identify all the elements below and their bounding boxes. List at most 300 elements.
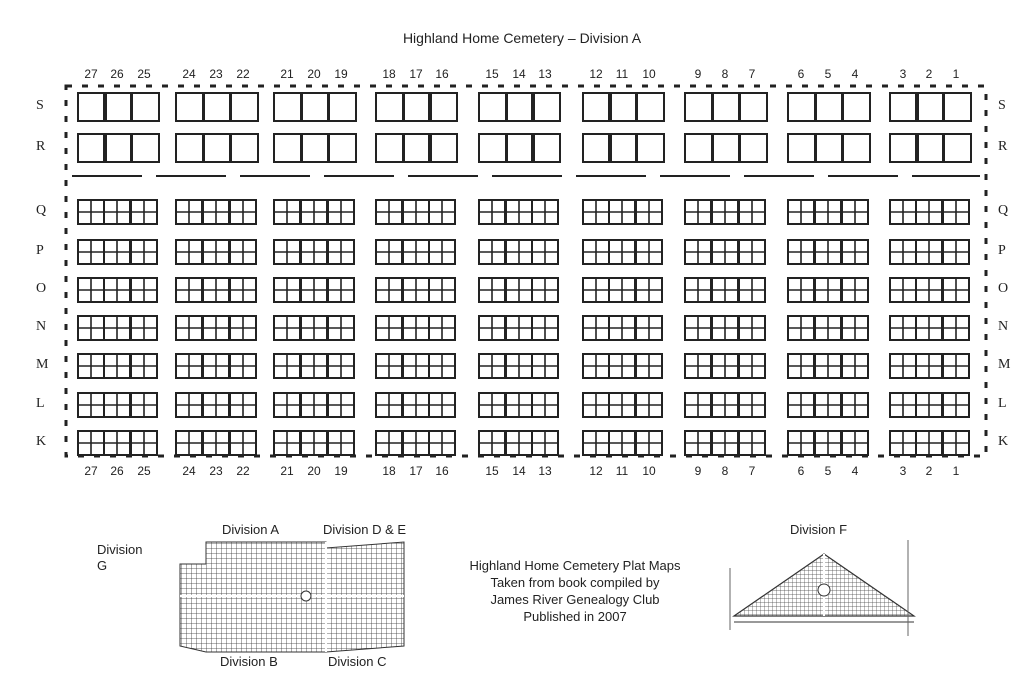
lot-O xyxy=(712,278,738,302)
lot-S xyxy=(815,93,843,121)
lot-S xyxy=(104,93,132,121)
lot-L xyxy=(376,393,402,417)
lot-O xyxy=(916,278,942,302)
lot-Q xyxy=(532,200,558,224)
lot-N xyxy=(131,316,157,340)
lot-K xyxy=(532,431,558,455)
lot-M xyxy=(916,354,942,378)
row-label-right-P: P xyxy=(998,243,1006,258)
lot-S xyxy=(376,93,404,121)
lot-K xyxy=(376,431,402,455)
lot-L xyxy=(403,393,429,417)
lot-L xyxy=(230,393,256,417)
lot-K xyxy=(739,431,765,455)
lot-L xyxy=(685,393,711,417)
column-label-top-27: 27 xyxy=(84,67,98,81)
column-label-top-6: 6 xyxy=(797,67,805,81)
lot-O xyxy=(104,278,130,302)
lot-N xyxy=(301,316,327,340)
lot-S xyxy=(506,93,534,121)
lot-L xyxy=(739,393,765,417)
source-note xyxy=(440,557,710,625)
lot-M xyxy=(429,354,455,378)
column-label-bottom-23: 23 xyxy=(209,464,223,478)
lot-N xyxy=(739,316,765,340)
lot-S xyxy=(403,93,431,121)
lot-Q xyxy=(301,200,327,224)
lot-P xyxy=(788,240,814,264)
note-line-2: Taken from book compiled by xyxy=(490,575,660,590)
lot-K xyxy=(429,431,455,455)
lot-L xyxy=(609,393,635,417)
row-label-left-K: K xyxy=(36,434,47,449)
lot-O xyxy=(636,278,662,302)
lot-R xyxy=(943,134,971,162)
lot-M xyxy=(104,354,130,378)
column-label-bottom-14: 14 xyxy=(512,464,526,478)
lot-N xyxy=(376,316,402,340)
lot-R xyxy=(429,134,457,162)
lot-S xyxy=(788,93,816,121)
lot-Q xyxy=(429,200,455,224)
lot-P xyxy=(78,240,104,264)
column-label-top-8: 8 xyxy=(721,67,729,81)
lot-M xyxy=(328,354,354,378)
column-label-bottom-10: 10 xyxy=(642,464,656,478)
lot-K xyxy=(479,431,505,455)
column-label-top-3: 3 xyxy=(899,67,907,81)
lot-S xyxy=(943,93,971,121)
lot-N xyxy=(479,316,505,340)
lot-P xyxy=(532,240,558,264)
lot-P xyxy=(230,240,256,264)
lot-O xyxy=(230,278,256,302)
lot-R xyxy=(685,134,713,162)
lot-N xyxy=(916,316,942,340)
lot-S xyxy=(203,93,231,121)
lot-R xyxy=(328,134,356,162)
lot-N xyxy=(328,316,354,340)
lot-L xyxy=(788,393,814,417)
lot-L xyxy=(301,393,327,417)
lot-R xyxy=(506,134,534,162)
row-label-left-O: O xyxy=(36,281,47,296)
column-label-top-26: 26 xyxy=(110,67,124,81)
lot-P xyxy=(274,240,300,264)
lot-M xyxy=(788,354,814,378)
column-label-top-24: 24 xyxy=(182,67,196,81)
lot-O xyxy=(815,278,841,302)
lot-M xyxy=(890,354,916,378)
lot-R xyxy=(916,134,944,162)
lot-M xyxy=(131,354,157,378)
lot-N xyxy=(532,316,558,340)
lot-P xyxy=(739,240,765,264)
lot-K xyxy=(788,431,814,455)
lot-O xyxy=(685,278,711,302)
lot-R xyxy=(403,134,431,162)
lot-P xyxy=(104,240,130,264)
lot-R xyxy=(203,134,231,162)
column-label-top-19: 19 xyxy=(334,67,348,81)
lot-S xyxy=(609,93,637,121)
lot-O xyxy=(479,278,505,302)
lot-O xyxy=(890,278,916,302)
lot-K xyxy=(636,431,662,455)
lot-N xyxy=(506,316,532,340)
lot-S xyxy=(739,93,767,121)
lot-M xyxy=(943,354,969,378)
lot-M xyxy=(274,354,300,378)
column-label-bottom-8: 8 xyxy=(721,464,729,478)
lot-O xyxy=(176,278,202,302)
lot-R xyxy=(131,134,159,162)
lot-K xyxy=(176,431,202,455)
lot-P xyxy=(636,240,662,264)
lot-K xyxy=(78,431,104,455)
lot-N xyxy=(104,316,130,340)
column-label-bottom-2: 2 xyxy=(925,464,933,478)
lot-O xyxy=(403,278,429,302)
column-label-top-18: 18 xyxy=(382,67,396,81)
column-label-bottom-21: 21 xyxy=(280,464,294,478)
lot-M xyxy=(479,354,505,378)
lot-R xyxy=(712,134,740,162)
column-label-top-2: 2 xyxy=(925,67,933,81)
lot-O xyxy=(376,278,402,302)
lot-N xyxy=(842,316,868,340)
lot-O xyxy=(583,278,609,302)
division-a-label: Division A xyxy=(222,522,280,537)
lot-L xyxy=(104,393,130,417)
lot-S xyxy=(532,93,560,121)
column-label-bottom-6: 6 xyxy=(797,464,805,478)
lot-M xyxy=(636,354,662,378)
note-line-3: James River Genealogy Club xyxy=(490,592,660,607)
lot-Q xyxy=(479,200,505,224)
lot-R xyxy=(532,134,560,162)
column-label-top-13: 13 xyxy=(538,67,552,81)
lot-P xyxy=(890,240,916,264)
lot-P xyxy=(403,240,429,264)
lot-S xyxy=(301,93,329,121)
lot-Q xyxy=(609,200,635,224)
lot-R xyxy=(842,134,870,162)
lot-Q xyxy=(916,200,942,224)
column-label-top-7: 7 xyxy=(748,67,756,81)
lot-M xyxy=(176,354,202,378)
lot-Q xyxy=(739,200,765,224)
lot-O xyxy=(131,278,157,302)
lot-N xyxy=(815,316,841,340)
division-de-label: Division D & E xyxy=(323,522,407,537)
row-label-right-O: O xyxy=(998,281,1009,296)
lot-Q xyxy=(583,200,609,224)
lot-L xyxy=(532,393,558,417)
row-label-left-L: L xyxy=(36,396,45,411)
lot-Q xyxy=(943,200,969,224)
lot-M xyxy=(230,354,256,378)
lot-S xyxy=(636,93,664,121)
row-label-right-R: R xyxy=(998,139,1008,154)
lot-P xyxy=(203,240,229,264)
column-label-top-17: 17 xyxy=(409,67,423,81)
lot-L xyxy=(943,393,969,417)
column-label-bottom-5: 5 xyxy=(824,464,832,478)
column-label-top-25: 25 xyxy=(137,67,151,81)
row-label-left-Q: Q xyxy=(36,203,47,218)
lot-R xyxy=(176,134,204,162)
row-label-left-N: N xyxy=(36,319,47,334)
column-label-top-14: 14 xyxy=(512,67,526,81)
division-f-label: Division F xyxy=(790,522,848,537)
lot-O xyxy=(274,278,300,302)
lot-L xyxy=(890,393,916,417)
lot-M xyxy=(403,354,429,378)
row-label-left-S: S xyxy=(36,98,44,113)
lot-P xyxy=(685,240,711,264)
column-label-top-15: 15 xyxy=(485,67,499,81)
division-c-label: Division C xyxy=(328,654,387,669)
row-label-left-R: R xyxy=(36,139,46,154)
lot-R xyxy=(583,134,611,162)
lot-R xyxy=(739,134,767,162)
lot-S xyxy=(685,93,713,121)
column-label-bottom-3: 3 xyxy=(899,464,907,478)
row-label-right-Q: Q xyxy=(998,203,1009,218)
lot-O xyxy=(739,278,765,302)
lot-P xyxy=(176,240,202,264)
lot-L xyxy=(131,393,157,417)
division-b-label: Division B xyxy=(220,654,278,669)
lot-P xyxy=(506,240,532,264)
row-label-right-S: S xyxy=(998,98,1006,113)
lot-O xyxy=(506,278,532,302)
lot-P xyxy=(583,240,609,264)
lot-L xyxy=(636,393,662,417)
note-line-1: Highland Home Cemetery Plat Maps xyxy=(469,558,681,573)
column-label-bottom-25: 25 xyxy=(137,464,151,478)
lot-M xyxy=(685,354,711,378)
lot-P xyxy=(842,240,868,264)
lot-S xyxy=(328,93,356,121)
lot-R xyxy=(788,134,816,162)
lot-Q xyxy=(712,200,738,224)
lot-S xyxy=(230,93,258,121)
lot-P xyxy=(376,240,402,264)
lot-N xyxy=(176,316,202,340)
lot-K xyxy=(506,431,532,455)
lot-Q xyxy=(78,200,104,224)
row-label-right-L: L xyxy=(998,396,1007,411)
lot-N xyxy=(429,316,455,340)
lot-K xyxy=(104,431,130,455)
lot-R xyxy=(479,134,507,162)
division-g-label: Division G xyxy=(97,542,143,573)
lot-R xyxy=(230,134,258,162)
lot-O xyxy=(429,278,455,302)
lot-N xyxy=(203,316,229,340)
lot-K xyxy=(842,431,868,455)
lot-K xyxy=(890,431,916,455)
lot-P xyxy=(712,240,738,264)
lot-P xyxy=(429,240,455,264)
column-label-bottom-20: 20 xyxy=(307,464,321,478)
column-label-bottom-13: 13 xyxy=(538,464,552,478)
lot-K xyxy=(131,431,157,455)
lot-N xyxy=(890,316,916,340)
column-label-bottom-27: 27 xyxy=(84,464,98,478)
map-title: Highland Home Cemetery – Division A xyxy=(402,30,642,46)
lot-L xyxy=(815,393,841,417)
column-label-top-9: 9 xyxy=(694,67,702,81)
lot-Q xyxy=(203,200,229,224)
column-label-top-10: 10 xyxy=(642,67,656,81)
lot-M xyxy=(506,354,532,378)
lot-P xyxy=(131,240,157,264)
lot-N xyxy=(583,316,609,340)
lot-N xyxy=(230,316,256,340)
column-label-bottom-9: 9 xyxy=(694,464,702,478)
lot-R xyxy=(301,134,329,162)
column-label-top-4: 4 xyxy=(851,67,859,81)
division-f-key-map xyxy=(728,538,924,638)
lot-P xyxy=(609,240,635,264)
lot-K xyxy=(274,431,300,455)
lot-Q xyxy=(328,200,354,224)
lot-Q xyxy=(131,200,157,224)
lot-Q xyxy=(636,200,662,224)
row-label-right-K: K xyxy=(998,434,1009,449)
lot-S xyxy=(131,93,159,121)
lot-S xyxy=(583,93,611,121)
lot-S xyxy=(274,93,302,121)
column-label-bottom-26: 26 xyxy=(110,464,124,478)
lot-Q xyxy=(274,200,300,224)
column-label-bottom-17: 17 xyxy=(409,464,423,478)
lot-N xyxy=(403,316,429,340)
lot-R xyxy=(815,134,843,162)
lot-Q xyxy=(104,200,130,224)
lot-L xyxy=(78,393,104,417)
lot-O xyxy=(532,278,558,302)
lot-Q xyxy=(685,200,711,224)
lot-K xyxy=(230,431,256,455)
lot-K xyxy=(685,431,711,455)
lot-S xyxy=(429,93,457,121)
lot-S xyxy=(916,93,944,121)
lot-L xyxy=(712,393,738,417)
lot-R xyxy=(636,134,664,162)
column-label-top-23: 23 xyxy=(209,67,223,81)
lot-M xyxy=(609,354,635,378)
column-label-top-20: 20 xyxy=(307,67,321,81)
lot-L xyxy=(583,393,609,417)
lot-L xyxy=(506,393,532,417)
lot-Q xyxy=(176,200,202,224)
lot-K xyxy=(943,431,969,455)
lot-K xyxy=(301,431,327,455)
lot-Q xyxy=(403,200,429,224)
lot-L xyxy=(916,393,942,417)
lot-P xyxy=(328,240,354,264)
lot-S xyxy=(890,93,918,121)
column-label-bottom-24: 24 xyxy=(182,464,196,478)
column-label-bottom-22: 22 xyxy=(236,464,250,478)
lot-N xyxy=(943,316,969,340)
row-label-right-M: M xyxy=(998,357,1011,372)
lot-K xyxy=(403,431,429,455)
row-label-right-N: N xyxy=(998,319,1009,334)
lot-Q xyxy=(815,200,841,224)
lot-P xyxy=(916,240,942,264)
lot-M xyxy=(712,354,738,378)
lot-N xyxy=(78,316,104,340)
burial-lots xyxy=(78,93,971,455)
lot-O xyxy=(609,278,635,302)
column-label-bottom-19: 19 xyxy=(334,464,348,478)
lot-O xyxy=(328,278,354,302)
lot-N xyxy=(788,316,814,340)
column-label-top-16: 16 xyxy=(435,67,449,81)
lot-M xyxy=(583,354,609,378)
overview-key-map xyxy=(176,538,412,654)
lot-Q xyxy=(376,200,402,224)
lot-O xyxy=(78,278,104,302)
lot-O xyxy=(943,278,969,302)
lot-P xyxy=(943,240,969,264)
column-label-top-5: 5 xyxy=(824,67,832,81)
lot-P xyxy=(301,240,327,264)
lot-K xyxy=(815,431,841,455)
lot-P xyxy=(815,240,841,264)
lot-M xyxy=(301,354,327,378)
lot-Q xyxy=(506,200,532,224)
lot-L xyxy=(176,393,202,417)
column-label-bottom-16: 16 xyxy=(435,464,449,478)
column-label-bottom-4: 4 xyxy=(851,464,859,478)
column-label-top-12: 12 xyxy=(589,67,603,81)
column-label-top-11: 11 xyxy=(615,67,629,81)
column-label-top-21: 21 xyxy=(280,67,294,81)
lot-K xyxy=(583,431,609,455)
lot-N xyxy=(685,316,711,340)
lot-L xyxy=(328,393,354,417)
column-label-bottom-1: 1 xyxy=(952,464,960,478)
column-label-top-1: 1 xyxy=(952,67,960,81)
lot-L xyxy=(479,393,505,417)
column-label-bottom-15: 15 xyxy=(485,464,499,478)
column-label-bottom-12: 12 xyxy=(589,464,603,478)
lot-M xyxy=(203,354,229,378)
column-label-bottom-11: 11 xyxy=(615,464,629,478)
lot-Q xyxy=(788,200,814,224)
lot-Q xyxy=(890,200,916,224)
lot-O xyxy=(203,278,229,302)
column-label-bottom-18: 18 xyxy=(382,464,396,478)
row-label-left-M: M xyxy=(36,357,49,372)
lot-R xyxy=(78,134,106,162)
lot-N xyxy=(712,316,738,340)
lot-N xyxy=(274,316,300,340)
lot-K xyxy=(916,431,942,455)
lot-K xyxy=(712,431,738,455)
lot-R xyxy=(274,134,302,162)
lot-R xyxy=(890,134,918,162)
row-label-left-P: P xyxy=(36,243,44,258)
lot-K xyxy=(328,431,354,455)
lot-N xyxy=(636,316,662,340)
